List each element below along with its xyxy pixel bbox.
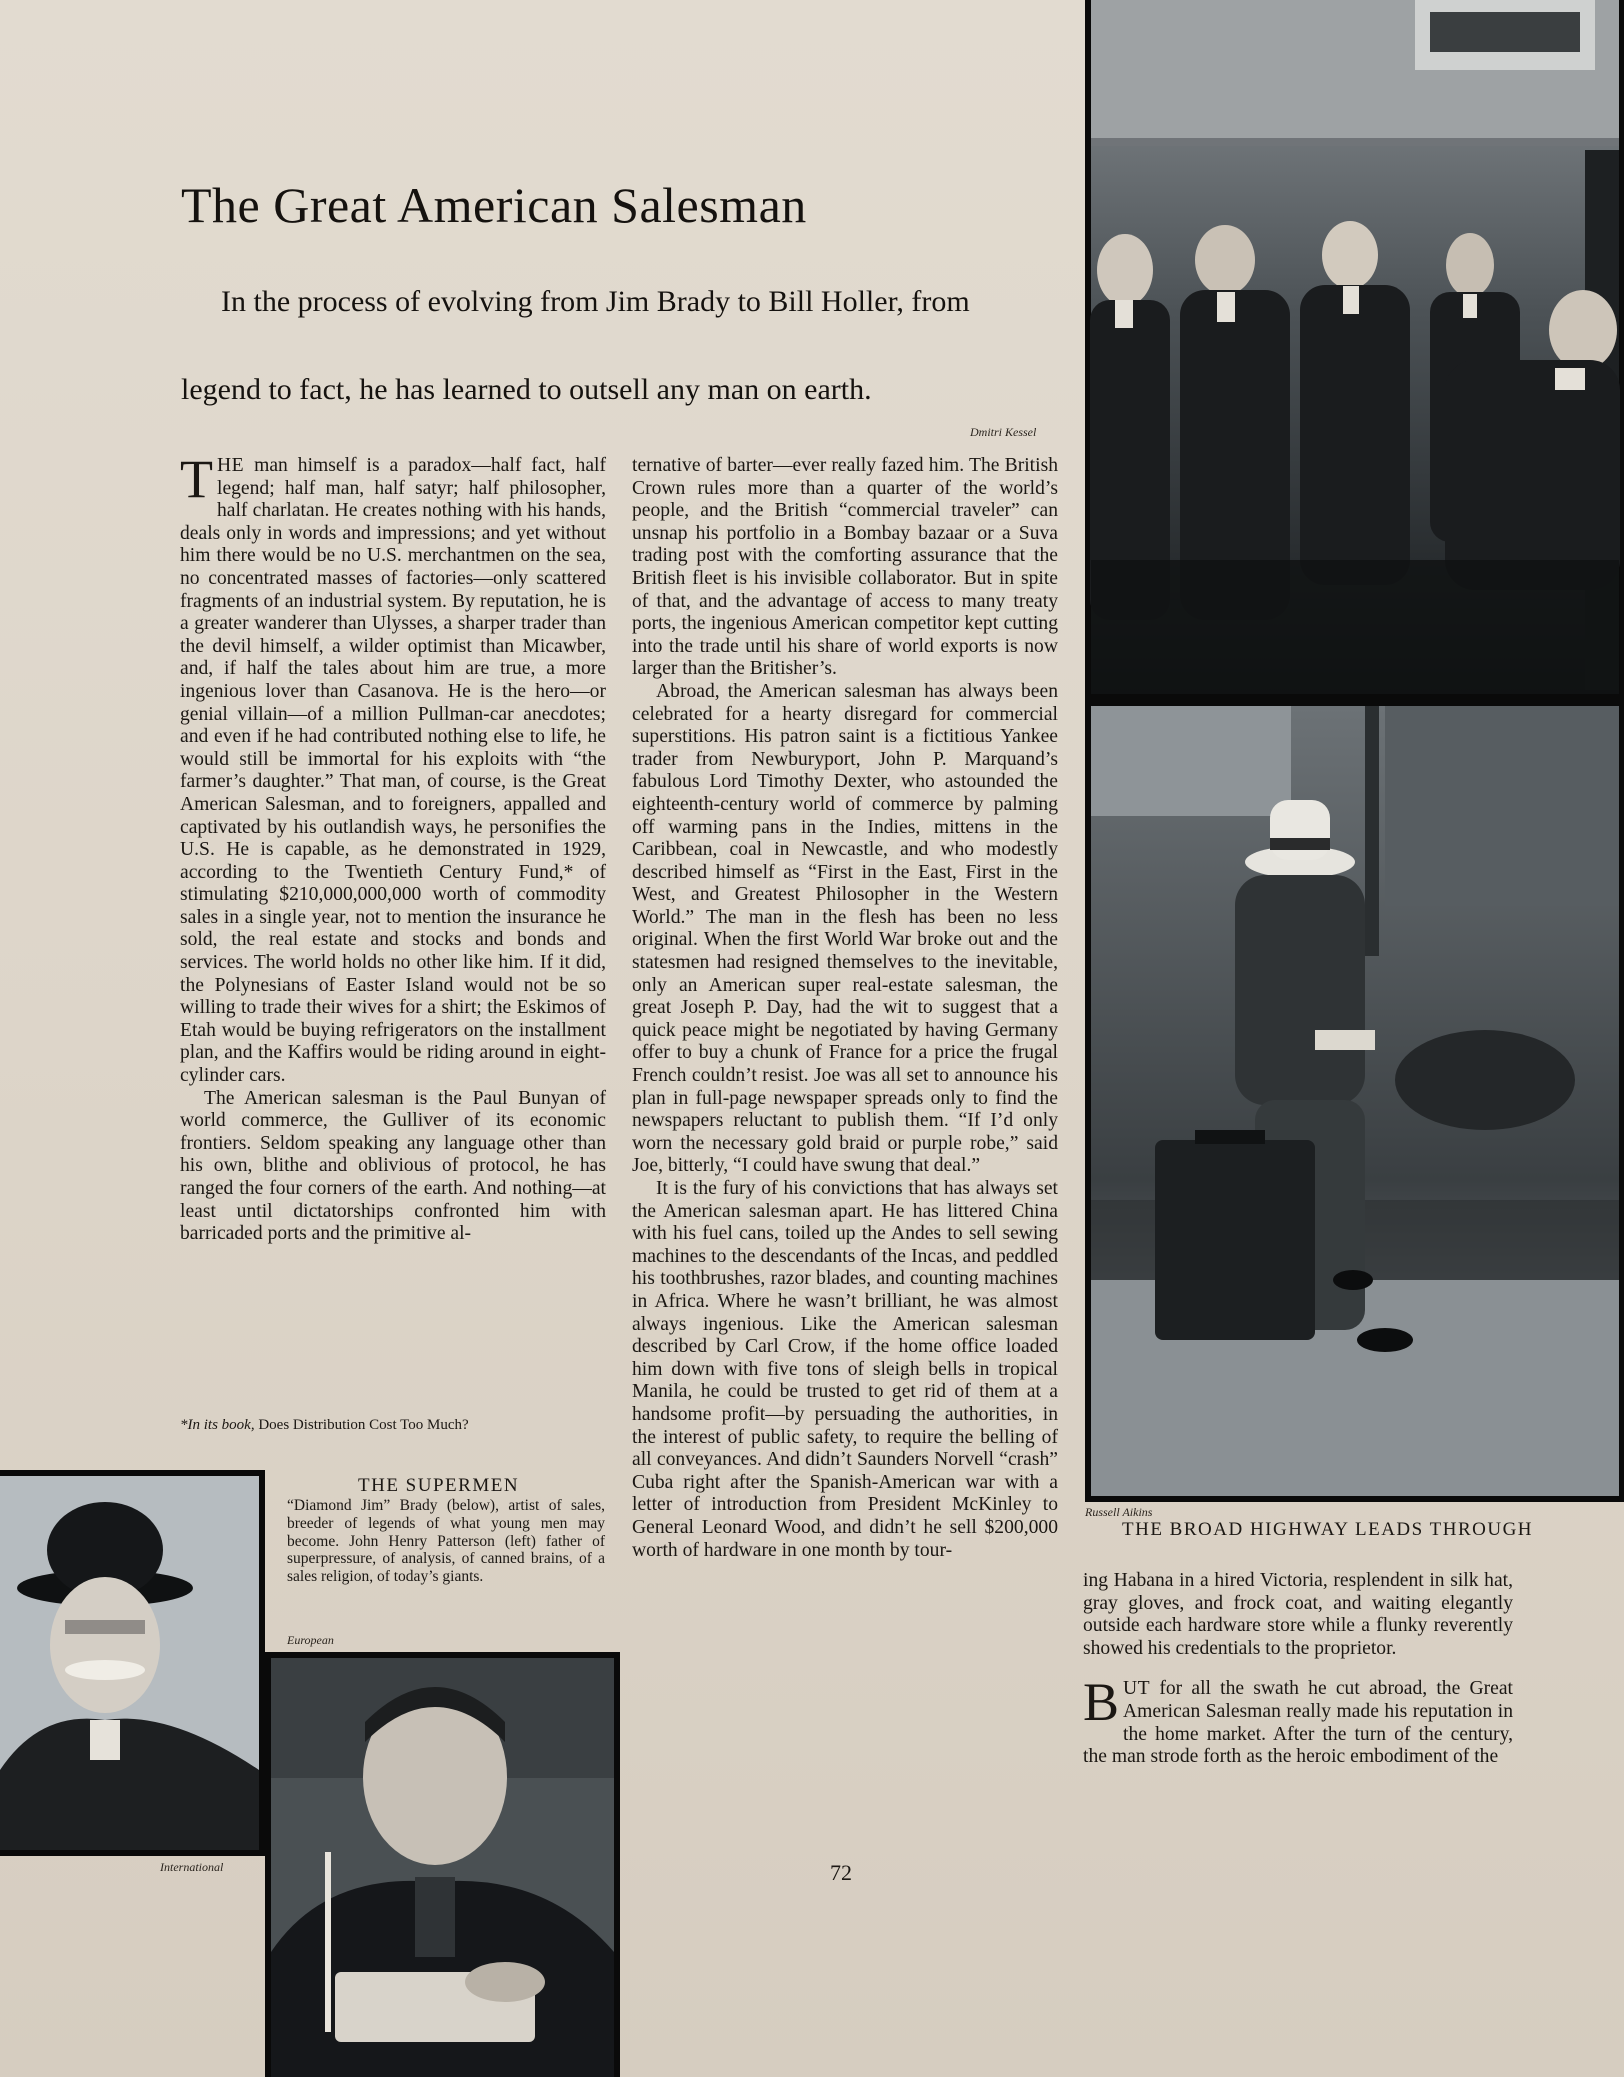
article-column-3	[1083, 1570, 1513, 1769]
salesmen-group-image	[1085, 0, 1624, 700]
article-column-2	[632, 455, 1058, 1562]
article-title: The Great American Salesman	[181, 177, 807, 233]
patterson-portrait-image	[0, 1470, 265, 1856]
page-number: 72	[830, 1860, 852, 1885]
photo-credit-bottom: Russell Aikins	[1085, 1505, 1153, 1519]
photo-credit-patterson: International	[160, 1860, 224, 1874]
deck-line-1: In the process of evolving from Jim Brady to Bill Holler, from	[221, 285, 970, 318]
footnote: *In its book, Does Distribution Cost Too Much?	[180, 1417, 469, 1433]
salesmen-group-photo	[1085, 0, 1624, 700]
brady-portrait-image	[265, 1652, 620, 2077]
sidebar-heading: THE SUPERMEN	[358, 1475, 520, 1496]
photo-credit-top: Dmitri Kessel	[970, 425, 1037, 439]
traveling-salesman-image	[1085, 700, 1624, 1502]
sidebar-caption: “Diamond Jim” Brady (below), artist of sales, breeder of legends of what young men may become. John Henry Patterson (left) father of superpressure, of analysis, of canned brains, of a sales religion, of today’s giants.	[287, 1497, 605, 1586]
traveling-salesman-photo	[1085, 700, 1624, 1502]
deck-line-2: legend to fact, he has learned to outsell any man on earth.	[181, 373, 872, 406]
paragraph: The American salesman is the Paul Bunyan of world commerce, the Gulliver of its economic frontiers. Seldom speaking any language other than his own, blithe and oblivious of protocol, he has ranged the four corners of the earth. And nothing—at least until dictatorships confronted him with barricaded ports and the primitive al-	[180, 1087, 606, 1245]
article-deck	[181, 258, 1061, 434]
paragraph: ing Habana in a hired Victoria, resplendent in silk hat, gray gloves, and frock coat, and waiting elegantly outside each hardware store while a flunky reverently showed his credentials to the proprietor.	[1083, 1570, 1513, 1659]
drop-cap: T	[180, 449, 213, 509]
photo-caption-heading: THE BROAD HIGHWAY LEADS THROUGH	[1122, 1519, 1534, 1540]
drop-cap: B	[1083, 1672, 1120, 1733]
paragraph: BUT for all the swath he cut abroad, the Great American Salesman really made his reputation in the home market. After the turn of the century, the man strode forth as the heroic embodiment of the	[1083, 1672, 1513, 1768]
article-column-1	[180, 449, 606, 1246]
paragraph: Abroad, the American salesman has always been celebrated for a hearty disregard for commercial superstitions. His patron saint is a fictitious Yankee trader from Newburyport, John P. Marquand’s fabulous Lord Timothy Dexter, who astounded the eighteenth-century world of commerce by palming off warming pans in the Indies, mittens in the Caribbean, coal in Newcastle, and who modestly described himself as “First in the East, First in the West, and Greatest Philosopher in the Western World.” The man in the flesh has been no less original. When the first World War broke out and the statesmen had resigned themselves to the inevitable, only an American super real-estate salesman, the great Joseph P. Day, had the wit to suggest that a quick peace might be negotiated by having Germany offer to buy a chunk of France for a price the frugal French couldn’t resist. Joe was all set to announce his plan in full-page newspaper spreads only to find the newspapers reluctant to publish them. “If I’d only worn the necessary gold braid or purple robe,” said Joe, bitterly, “I could have swung that deal.”	[632, 680, 1058, 1177]
photo-credit-brady: European	[287, 1633, 334, 1647]
paragraph: ternative of barter—ever really fazed him. The British Crown rules more than a quarter of the world’s people, and the British “commercial traveler” can unsnap his portfolio in a Bombay bazaar or a Suva trading post with the comforting assurance that the British fleet is his invisible collaborator. But in spite of that, and the advantage of access to many treaty ports, the ingenious American competitor kept cutting into the trade until his share of world exports is now larger than the Britisher’s.	[632, 455, 1058, 680]
paragraph: It is the fury of his convictions that has always set the American salesman apart. He has littered China with his fuel cans, toiled up the Andes to sell sewing machines to the descendants of the Incas, and peddled his toothbrushes, razor blades, and counting machines in Africa. Where he wasn’t brilliant, he was almost always ingenious. Like the American salesman described by Carl Crow, if the home office loaded him down with five tons of sleigh bells in tropical Manila, he could be trusted to get rid of them at a handsome profit—by persuading the authorities, in the interest of public safety, to require the belling of all conveyances. And didn’t Saunders Norvell “crash” Cuba right after the Spanish-American war with a letter of introduction from President McKinley to General Leonard Wood, and didn’t he sell $200,000 worth of hardware in one month by tour-	[632, 1178, 1058, 1561]
patterson-portrait-photo	[0, 1470, 265, 1856]
brady-portrait-photo	[265, 1652, 620, 2077]
paragraph: THE man himself is a paradox—half fact, half legend; half man, half satyr; half philosopher, half charlatan. He creates nothing with his hands, deals only in words and impressions; and yet without him there would be no U.S. merchantmen on the sea, no concentrated masses of factories—only scattered fragments of an industrial system. By reputation, he is a greater wanderer than Ulysses, a sharper trader than the devil himself, a wilder optimist than Micawber, and, if half the tales about him are true, a more ingenious lover than Casanova. He is the hero—or genial villain—of a million Pullman-car anecdotes; and even if he had contributed nothing else to life, he would still be immortal for his exploits with “the farmer’s daughter.” That man, of course, is the Great American Salesman, and to foreigners, appalled and captivated by his outlandish ways, he personifies the U.S. He is capable, as he demonstrated in 1929, according to the Twentieth Century Fund,* of stimulating $210,000,000,000 worth of commodity sales in a single year, not to mention the insurance he sold, the real estate and stocks and bonds and services. The world holds no other like him. If it did, the Polynesians of Easter Island would not be so willing to trade their wives for a shirt; the Eskimos of Etah would be buying refrigerators on the installment plan, and the Kaffirs would be riding around in eight-cylinder cars.	[180, 449, 606, 1087]
